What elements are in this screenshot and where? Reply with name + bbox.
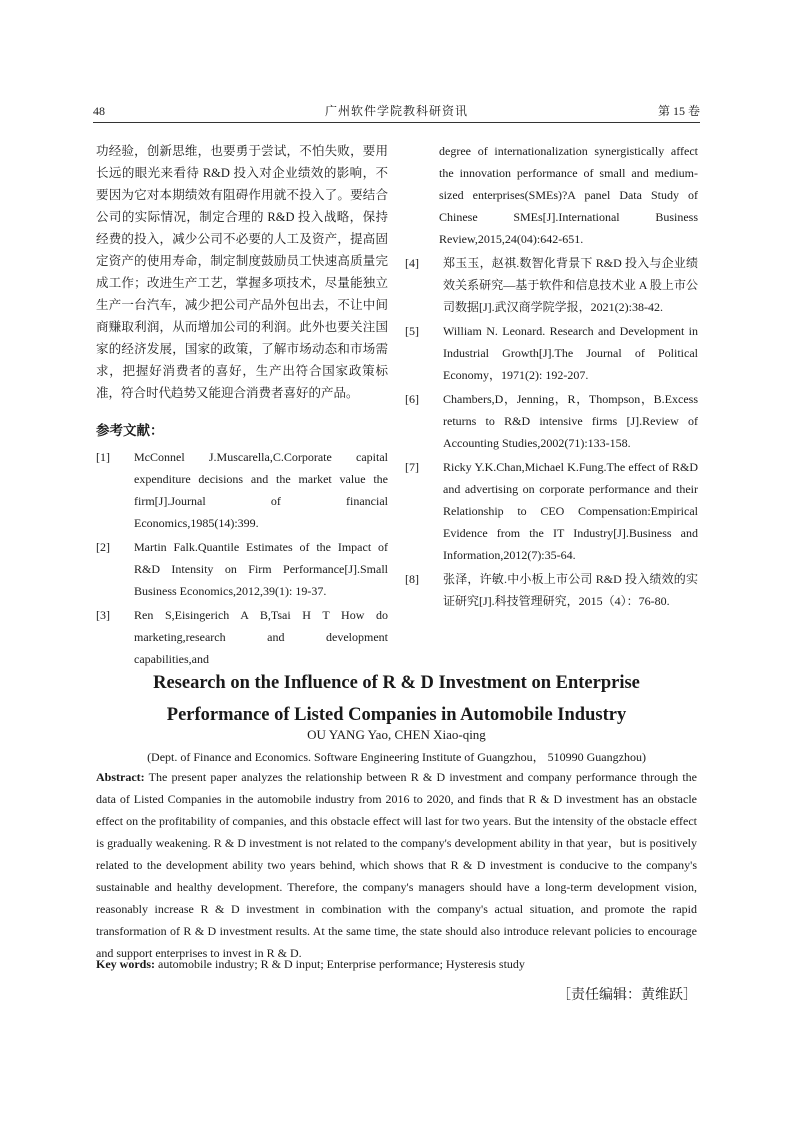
right-column bbox=[405, 140, 698, 614]
abstract-text: The present paper analyzes the relationship between R & D investment and company performance through the data of Listed Companies in the automobile industry from 2016 to 2020, and finds that R & D investment has an obstacle effect on the profitability of companies, and this obstacle effect will last for two years. But the intensity of the obstacle effect is gradually weakening. R & D investment is not related to the company's development ability in that year，but is positively related to the development ability two years behind, which shows that R & D investment is conducive to the company's sustainable and healthy development. Therefore, the company's managers should have a long-term development vision, reasonably increase R & D investment in combination with the company's actual situation, and promote the rapid transformation of R & D investment results. At the same time, the state should also introduce relevant policies to encourage and support enterprises to invest in R & D. bbox=[96, 770, 697, 960]
english-keywords bbox=[96, 953, 697, 975]
reference-item bbox=[96, 446, 388, 534]
reference-text: Ricky Y.K.Chan,Michael K.Fung.The effect of R&D and advertising on corporate performance and their Relationship to CEO Compensation:Empirical Evidence from the IT Industry[J].Business and Information,2012(7):35-64. bbox=[443, 460, 698, 562]
reference-text: 张泽，许敏.中小板上市公司 R&D 投入绩效的实证研究[J].科技管理研究，2015（4）：76-80. bbox=[443, 572, 698, 608]
reference-text: William N. Leonard. Research and Development in Industrial Growth[J].The Journal of Political Economy，1971(2): 192-207. bbox=[443, 324, 698, 382]
english-title bbox=[60, 667, 733, 731]
reference-text: 郑玉玉，赵祺.数智化背景下 R&D 投入与企业绩效关系研究—基于软件和信息技术业 A 股上市公司数据[J].武汉商学院学报，2021(2):38-42. bbox=[443, 256, 698, 314]
reference-item bbox=[405, 456, 698, 566]
references-list-left bbox=[96, 446, 388, 670]
responsible-editor: ［责任编辑：黄维跃］ bbox=[557, 987, 697, 1003]
reference-text: Chambers,D，Jenning，R，Thompson，B.Excess returns to R&D intensive firms [J].Review of Accounting Studies,2002(71):133-158. bbox=[443, 392, 698, 450]
header-rule bbox=[93, 122, 700, 123]
references-heading: 参考文献： bbox=[96, 423, 164, 439]
reference-continuation bbox=[405, 140, 698, 250]
keywords-label: Key words: bbox=[96, 957, 155, 971]
reference-number: [5] bbox=[405, 324, 419, 338]
page-header bbox=[93, 100, 700, 122]
reference-number: [6] bbox=[405, 392, 419, 406]
english-title-line-2: Performance of Listed Companies in Automobile Industry bbox=[166, 705, 627, 725]
reference-number: [4] bbox=[405, 256, 419, 270]
references-list-right bbox=[405, 140, 698, 612]
reference-number: [8] bbox=[405, 572, 419, 586]
reference-text: Martin Falk.Quantile Estimates of the Impact of R&D Intensity on Firm Performance[J].Small Business Economics,2012,39(1): 19-37. bbox=[134, 540, 388, 598]
journal-title: 广州软件学院教科研资讯 bbox=[324, 104, 468, 118]
reference-item bbox=[96, 604, 388, 670]
volume-label: 第 15 卷 bbox=[657, 104, 700, 118]
left-column bbox=[96, 140, 388, 672]
reference-number: [7] bbox=[405, 460, 419, 474]
reference-number: [1] bbox=[96, 450, 110, 464]
reference-text: degree of internationalization synergistically affect the innovation performance of small and medium-sized enterprises(SMEs)?A panel Data Study of Chinese SMEs[J].International Business Review,2015,24(04):642-651. bbox=[439, 144, 698, 246]
reference-text: Ren S,Eisingerich A B,Tsai H T How do marketing,research and development capabilities,and bbox=[134, 608, 388, 666]
page-number: 48 bbox=[93, 104, 105, 118]
reference-number: [3] bbox=[96, 608, 110, 622]
english-affiliation: (Dept. of Finance and Economics. Software Engineering Institute of Guangzhou， 510990 Guangzhou) bbox=[147, 750, 646, 764]
abstract-label: Abstract: bbox=[96, 770, 145, 784]
keywords-text: automobile industry; R & D input; Enterprise performance; Hysteresis study bbox=[158, 957, 525, 971]
english-title-line-1: Research on the Influence of R & D Investment on Enterprise bbox=[153, 673, 640, 693]
reference-item bbox=[405, 388, 698, 454]
reference-text: McConnel J.Muscarella,C.Corporate capital expenditure decisions and the market value the firm[J].Journal of financial Economics,1985(14):399. bbox=[134, 450, 388, 530]
reference-item bbox=[405, 320, 698, 386]
reference-number: [2] bbox=[96, 540, 110, 554]
english-authors: OU YANG Yao, CHEN Xiao-qing bbox=[307, 727, 486, 742]
reference-item bbox=[405, 252, 698, 318]
english-abstract bbox=[96, 766, 697, 964]
reference-item bbox=[96, 536, 388, 602]
body-paragraph: 功经验，创新思维，也要勇于尝试，不怕失败，要用长远的眼光来看待 R&D 投入对企业绩效的影响，不要因为它对本期绩效有阻碍作用就不投入了。要结合公司的实际情况，制定合理的 R&D 投入战略，保持经费的投入，减少公司不必要的人工及资产，提高固定资产的使用寿命，制定制度鼓励员工快速高质量完成工作；改进生产工艺，掌握多项技术，尽量能独立生产一台汽车，减少把公司产品外包出去，不让中间商赚取利润，从而增加公司的利润。此外也要关注国家的经济发展，国家的政策，了解市场动态和市场需求，把握好消费者的喜好，生产出符合国家政策标准，符合时代趋势又能迎合消费者喜好的产品。 bbox=[96, 144, 388, 400]
reference-item bbox=[405, 568, 698, 612]
